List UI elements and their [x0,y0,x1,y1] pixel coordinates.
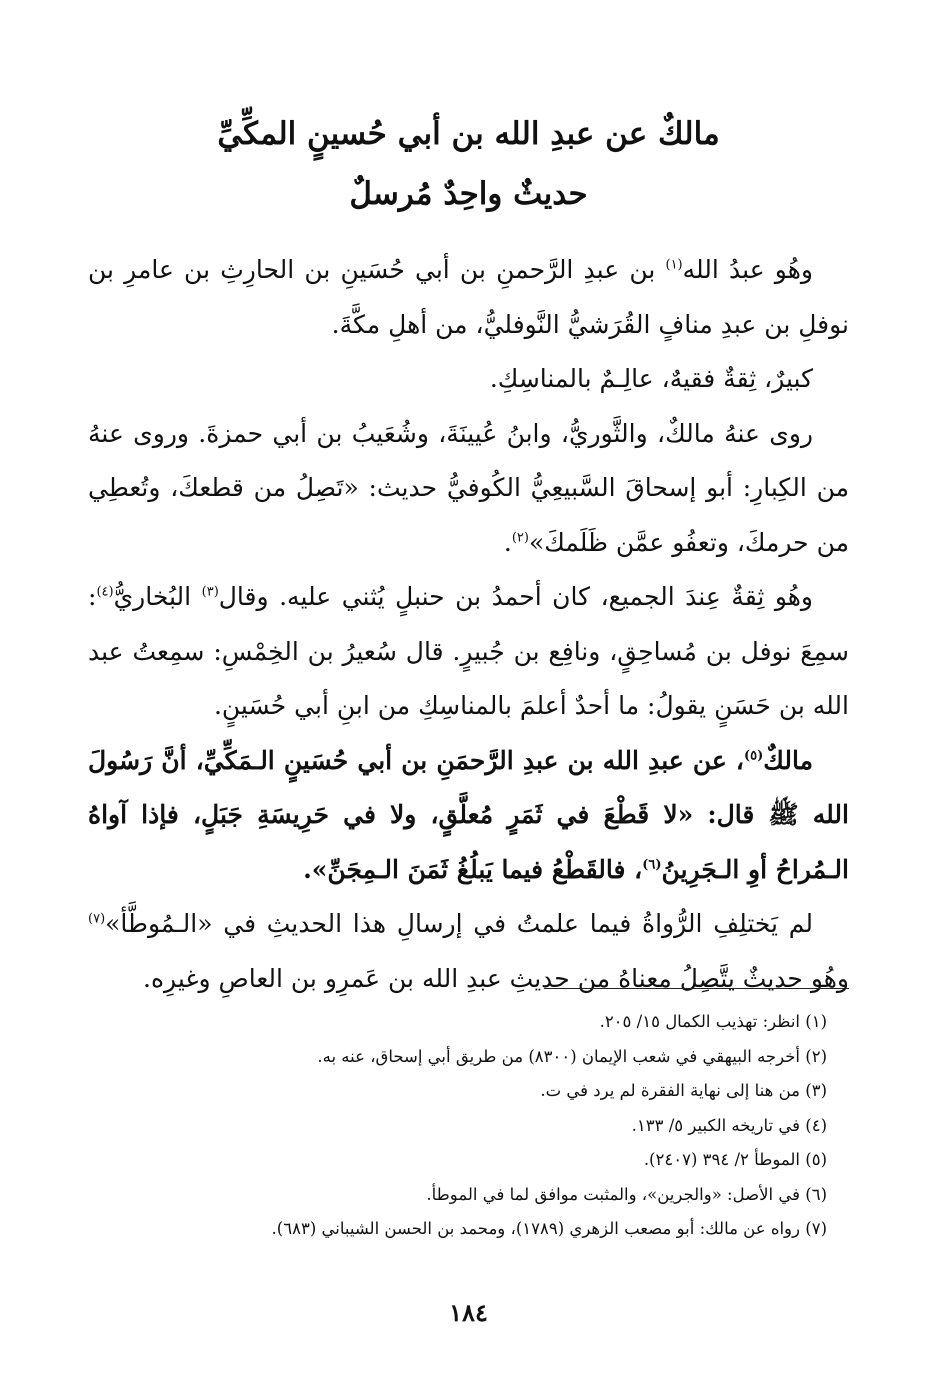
footnote-divider [544,988,849,989]
footnote-ref-3[interactable]: (٣) [201,584,219,600]
paragraph-4: وهُو ثِقةٌ عِندَ الجميع، كان أحمدُ بن حنبلٍ يُثني عليه. وقال$^{(٣)}$ البُخاريُّ$^{(٤)}$: سمِعَ نوفل بن مُساحِقٍ، ونافِع بن جُبيرٍ. قال سُعيرُ بن الخِمْسِ: سمِعتُ عبد الله بن حَسَنٍ يقولُ: ما أحدٌ أعلمَ بالمناسِكِ من ابنِ أبي حُسَينٍ. [88,582,849,720]
footnote-ref-1[interactable]: (١) [665,257,683,273]
footnote-item: (٦) في الأصل: «والجرين»، والمثبت موافق لما في الموطأ. [426,1184,827,1204]
footnote-item: (١) انظر: تهذيب الكمال ١٥/ ٢٠٥. [599,1012,827,1031]
main-text [88,243,849,1006]
footnote-ref-7[interactable]: (٧) [88,911,106,927]
paragraph-1: وهُو عبدُ الله$^{(١)}$ بن عبدِ الرَّحمنِ بن أبي حُسَينِ بن الحارِثِ بن عامرِ بن نوفلِ بن عبدِ منافٍ القُرَشيُّ النَّوفليُّ، من أهلِ مكَّةَ. [88,255,849,339]
footnote-item: (٣) من هنا إلى نهاية الفقرة لم يرد في ت. [540,1081,827,1100]
footnote-item: (٥) الموطأ ٢/ ٣٩٤ (٢٤٠٧). [643,1150,827,1169]
footnote-ref-6[interactable]: (٦) [642,857,662,873]
footnote-item: (٧) رواه عن مالك: أبو مصعب الزهري (١٧٨٩)، ومحمد بن الحسن الشيباني (٦٨٣). [271,1219,827,1238]
paragraph-5-hadith: مالكٌ$^{(٥)}$، عن عبدِ الله بن عبدِ الرَّحمَنِ بن أبي حُسَينٍ الـمَكِّيِّ، أنَّ رَسُولَ الله ﷺ قال: «لا قَطْعَ في ثَمَرٍ مُعلَّقٍ، ولا في حَرِيسَةِ جَبَلٍ، فإذا آواهُ الـمُراحُ أوِ الـجَرِينُ$^{(٦)}$، فالقَطْعُ فيما يَبلُغُ ثَمَنَ الـمِجَنِّ». [88,745,849,884]
footnote-ref-4[interactable]: (٤) [96,584,114,600]
footnote-ref-2[interactable]: (٢) [511,530,529,546]
chapter-subtitle: حديثٌ واحِدٌ مُرسلٌ [349,176,588,212]
paragraph-6: لم يَختلِفِ الرُّواةُ فيما علمتُ في إرسالِ هذا الحديثِ في «الـمُوطَّأ»$^{(٧)}$ وهُو حديثٌ يتَّصِلُ معناهُ من حديثِ عبدِ الله بن عَمرِو بن العاصِ وغيرِه. [88,909,849,993]
chapter-title: مالكٌ عن عبدِ الله بن أبي حُسينٍ المكِّيِّ [217,116,720,152]
paragraph-2: كبيرٌ، ثِقةٌ فقيهٌ، عالِـمٌ بالمناسِكِ. [489,364,813,393]
page-number: ١٨٤ [449,1298,488,1327]
footnote-item: (٤) في تاريخه الكبير ٥/ ١٣٣. [631,1115,827,1135]
footnote-ref-5[interactable]: (٥) [744,748,764,764]
footnote-item: (٢) أخرجه البيهقي في شعب الإيمان (٨٣٠٠) من طريق أبي إسحاق، عنه به. [317,1046,827,1066]
footnotes-list [88,1005,827,1247]
paragraph-3: روى عنهُ مالكٌ، والثَّوريُّ، وابنُ عُيينَةَ، وشُعَيبُ بن أبي حمزةَ. وروى عنهُ من الكِبارِ: أبو إسحاقَ السَّبيعِيُّ الكُوفيُّ حديث: «تَصِلُ من قطعكَ، وتُعطِي من حرمكَ، وتعفُو عمَّن ظَلَمكَ»$^{(٢)}$. [88,418,849,557]
